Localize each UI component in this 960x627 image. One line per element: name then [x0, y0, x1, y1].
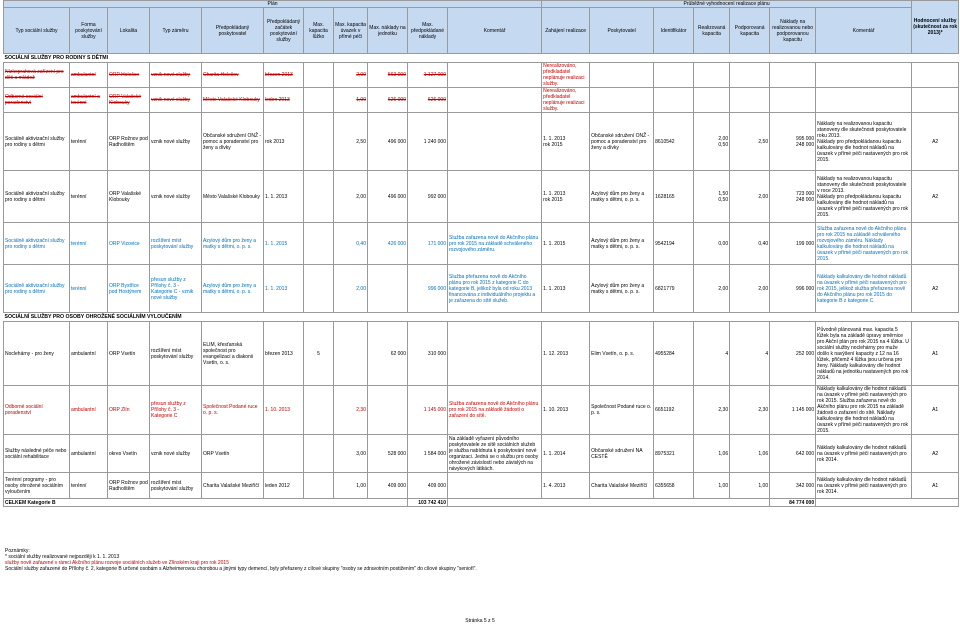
note-line: služby nově zařazené v rámci Akčního plánu rozvoje sociálních služeb ve Zlínském kraji pro rok 2015: [5, 560, 229, 566]
table-row: [4, 265, 959, 313]
table-cell: 563 000: [368, 63, 408, 88]
table-cell: Původně plánovaná max. kapacita 5 lůžek byla na základě úpravy směrnice pro Akční plán pro rok 2015 na 4 lůžka. U sociální služby noclehárny pro muže došlo k navýšení kapacity z 12 na 16 lůžek, přičemž 4 lůžka jsou určena pro ženy. Náklady kalkulovány dle hodnot nákladů na jednotku nastavených pro rok 2014.: [816, 322, 912, 386]
table-cell: [770, 88, 816, 113]
table-cell: [304, 435, 334, 473]
table-cell: [694, 63, 730, 88]
table-cell: 0,40: [334, 223, 368, 265]
column-header: Zahájení realizace: [542, 8, 590, 54]
column-header: Max. kapacita lůžko: [304, 8, 334, 54]
table-cell: ambulantní a terénní: [70, 88, 108, 113]
table-cell: [590, 88, 654, 113]
table-cell: [694, 88, 730, 113]
table-cell: Odborné sociální poradenství: [4, 386, 70, 435]
table-cell: 1 127 000: [408, 63, 448, 88]
table-cell: Nerealizováno, předkladatel neplánuje realizaci služby.: [542, 63, 590, 88]
table-cell: [654, 88, 694, 113]
table-cell: A2: [912, 265, 959, 313]
table-cell: 1. 1. 2013: [264, 171, 304, 223]
table-cell: březen 2013: [264, 322, 304, 386]
column-header: Komentář: [816, 8, 912, 54]
table-cell: [264, 435, 304, 473]
table-cell: Azylový dům pro ženy a matky s dětmi, o. p. s.: [590, 265, 654, 313]
header-rating: Hodnocení služby (skutečnost za rok 2013)*: [912, 1, 959, 54]
page-footer: Stránka 5 z 5: [465, 618, 495, 624]
table-cell: 1 145 000: [408, 386, 448, 435]
total-label: CELKEM Kategorie B: [4, 499, 408, 507]
column-header: Realizovaná kapacita: [694, 8, 730, 54]
table-cell: 2,00: [694, 265, 730, 313]
column-header: Forma poskytování služby: [70, 8, 108, 54]
table-cell: 1628165: [654, 171, 694, 223]
table-cell: 1. 1. 2013 rok 2015: [542, 113, 590, 171]
table-cell: terénní: [70, 265, 108, 313]
table-cell: Občanské sdružení ONŽ - pomoc a poradenství pro ženy a dívky: [202, 113, 264, 171]
table-cell: přesun služby z Přílohy č. 3 - Kategorie C: [150, 386, 202, 435]
table-cell: 996 000: [408, 265, 448, 313]
table-cell: [912, 223, 959, 265]
table-cell: [448, 113, 542, 171]
table-cell: A2: [912, 113, 959, 171]
table-cell: terénní: [70, 473, 108, 499]
table-cell: ELIM, křesťanská společnost pro evangelizaci a diakonii Vsetín, o. s.: [202, 322, 264, 386]
table-cell: Charita Valašské Meziříčí: [590, 473, 654, 499]
document: [3, 0, 958, 507]
table-row: [4, 223, 959, 265]
table-cell: okres Vsetín: [108, 435, 150, 473]
table-cell: [304, 265, 334, 313]
table-cell: Náklady kalkulovány dle hodnot nákladů na úvazek v přímé péči nastavených pro rok 2014.: [816, 435, 912, 473]
table-row: [4, 473, 959, 499]
table-cell: 8975321: [654, 435, 694, 473]
table-cell: rozšíření míst poskytování služby: [150, 223, 202, 265]
table-cell: ambulantní: [70, 322, 108, 386]
table-cell: ORP Rožnov pod Radhoštěm: [108, 473, 150, 499]
table-cell: [334, 322, 368, 386]
table-cell: 992 000: [408, 171, 448, 223]
table-cell: přesun služby z Přílohy č. 3 - Kategorie C - vznik nové služby: [150, 265, 202, 313]
total-gap: [816, 499, 959, 507]
table-cell: 409 000: [408, 473, 448, 499]
table-cell: 1,00: [730, 473, 770, 499]
table-cell: Město Valašské Klobouky: [202, 88, 264, 113]
notes: [5, 548, 945, 572]
plan-group-header: Plán: [4, 1, 542, 8]
table-cell: terénní: [70, 223, 108, 265]
table-cell: ambulantní: [70, 386, 108, 435]
table-cell: 1. 1. 2013 rok 2015: [542, 171, 590, 223]
table-cell: Azylový dům pro ženy a matky s dětmi, o. p. s.: [590, 223, 654, 265]
table-cell: 4: [730, 322, 770, 386]
table-cell: Nízkoprahová zařízení pro děti a mládež: [4, 63, 70, 88]
table-cell: 2,00: [334, 265, 368, 313]
table-cell: 642 000: [770, 435, 816, 473]
table-cell: A2: [912, 171, 959, 223]
table-cell: [368, 265, 408, 313]
table-cell: 1 584 000: [408, 435, 448, 473]
column-header-row: [4, 8, 959, 54]
table-cell: 1,00: [334, 473, 368, 499]
table-cell: 1,06: [730, 435, 770, 473]
table-cell: Sociálně aktivizační služby pro rodiny s dětmi: [4, 171, 70, 223]
table-cell: [654, 63, 694, 88]
section-header-row: [4, 313, 959, 322]
table-cell: Služba zařazena nově do Akčního plánu pro rok 2015 na základě žádosti o zařazení do sítě.: [448, 386, 542, 435]
table-cell: 5: [304, 322, 334, 386]
column-header: Identifikátor: [654, 8, 694, 54]
table-cell: 496 000: [368, 113, 408, 171]
table-cell: Společnost Podané ruce o. p. s.: [590, 386, 654, 435]
note-line: * sociální služby realizované nejpozději k 1. 1. 2013: [5, 554, 120, 560]
table-cell: A1: [912, 473, 959, 499]
table-cell: rozšíření míst poskytování služby: [150, 473, 202, 499]
table-cell: Terénní programy - pro osoby ohrožené sociálním vyloučením: [4, 473, 70, 499]
table-cell: 4955284: [654, 322, 694, 386]
table-cell: Sociálně aktivizační služby pro rodiny s dětmi: [4, 223, 70, 265]
section-header-row: [4, 54, 959, 63]
column-header: Podporovaná kapacita: [730, 8, 770, 54]
table-cell: [730, 88, 770, 113]
table-cell: 1. 1. 2013: [542, 265, 590, 313]
header-group-row: [4, 1, 959, 8]
table-cell: [770, 63, 816, 88]
table-cell: [448, 88, 542, 113]
section-title: SOCIÁLNÍ SLUŽBY PRO RODINY S DĚTMI: [4, 54, 959, 63]
table-cell: terénní: [70, 113, 108, 171]
table-cell: 2,50: [334, 113, 368, 171]
table-cell: 62 000: [368, 322, 408, 386]
table-cell: 626 000: [408, 88, 448, 113]
total-real-value: 84 774 000: [770, 499, 816, 507]
table-cell: Služby následné péče nebo sociální rehabilitace: [4, 435, 70, 473]
table-cell: ORP Vsetín: [108, 322, 150, 386]
table-cell: Náklady kalkulovány dle hodnot nákladů na úvazek v přímé péči nastavených pro rok 2015. Služba zařazena nově do Akčního plánu pro rok 2015 na základě žádosti o zařazení do sítě. Náklady kalkulovány dle hodnot nákladů na úvazek v přímé péči nastavených pro rok 2015.: [816, 386, 912, 435]
table-cell: 426 000: [368, 223, 408, 265]
table-cell: Občanské sdružení NA CESTĚ: [590, 435, 654, 473]
table-cell: Sociálně aktivizační služby pro rodiny s dětmi: [4, 113, 70, 171]
table-cell: 2,50: [730, 113, 770, 171]
table-cell: [448, 171, 542, 223]
table-row: [4, 113, 959, 171]
table-cell: [368, 386, 408, 435]
column-header: Komentář: [448, 8, 542, 54]
table-cell: 1. 12. 2013: [542, 322, 590, 386]
column-header: Typ záměru: [150, 8, 202, 54]
column-header: Předpokládaný poskytovatel: [202, 8, 264, 54]
table-cell: vznik nové služby: [150, 435, 202, 473]
table-cell: Společnost Podané ruce o. p. s.: [202, 386, 264, 435]
table-cell: 6651192: [654, 386, 694, 435]
table-cell: 1. 1. 2015: [264, 223, 304, 265]
table-cell: Služba zařazena nově do Akčního plánu pro rok 2015 na základě schváleného rozvojového záměru.: [448, 223, 542, 265]
table-cell: rok 2013: [264, 113, 304, 171]
table-cell: [304, 386, 334, 435]
table-cell: 1 240 000: [408, 113, 448, 171]
table-cell: vznik nové služby: [150, 63, 202, 88]
table-cell: 4: [694, 322, 730, 386]
table-cell: [304, 473, 334, 499]
table-cell: 1. 1. 2013: [264, 265, 304, 313]
table-cell: ORP Valašské Klobouky: [108, 88, 150, 113]
table-cell: Noclehárny - pro ženy: [4, 322, 70, 386]
table-cell: [816, 88, 912, 113]
table-cell: 1. 10. 2013: [542, 386, 590, 435]
table-cell: ORP Bystřice pod Hostýnem: [108, 265, 150, 313]
table-cell: 6355658: [654, 473, 694, 499]
table-cell: A2: [912, 435, 959, 473]
table-cell: 1,06: [694, 435, 730, 473]
table-cell: [304, 113, 334, 171]
column-header: Předpokládaný začátek poskytování služby: [264, 8, 304, 54]
column-header: Max. kapacita úvazek v přímé péči: [334, 8, 368, 54]
table-cell: 252 000: [770, 322, 816, 386]
table-cell: 1. 4. 2013: [542, 473, 590, 499]
table-cell: 1 145 000: [770, 386, 816, 435]
table-cell: 3,00: [334, 435, 368, 473]
table-cell: [912, 88, 959, 113]
table-cell: 310 000: [408, 322, 448, 386]
total-gap: [448, 499, 770, 507]
table-cell: vznik nové služby: [150, 171, 202, 223]
total-plan-value: 103 742 410: [408, 499, 448, 507]
table-cell: [304, 171, 334, 223]
table-row: [4, 435, 959, 473]
table-cell: 1. 1. 2014: [542, 435, 590, 473]
table-cell: 2,00: [730, 171, 770, 223]
table-cell: 0,00: [694, 223, 730, 265]
table-cell: A1: [912, 322, 959, 386]
table-cell: 1,00: [334, 88, 368, 113]
table-cell: Azylový dům pro ženy a matky s dětmi, o. p. s.: [590, 171, 654, 223]
table-cell: 995 000 248 000: [770, 113, 816, 171]
table-cell: ORP Zlín: [108, 386, 150, 435]
table-cell: 1,00: [694, 473, 730, 499]
table-cell: Nerealizováno, předkladatel neplánuje realizaci služby.: [542, 88, 590, 113]
table-cell: vznik nové služby: [150, 88, 202, 113]
table-cell: terénní: [70, 171, 108, 223]
column-header: Max. náklady na jednotku: [368, 8, 408, 54]
table-cell: Náklady kalkulovány dle hodnot nákladů na úvazek v přímé péči nastavených pro rok 2015, jelikož služba přeřazena nově do Akčního plánu pro rok 2015 do kategorie B z kategorie C.: [816, 265, 912, 313]
table-cell: 723 000 248 000: [770, 171, 816, 223]
total-row: [4, 499, 959, 507]
table-cell: Azylový dům pro ženy a matky s dětmi, o. p. s.: [202, 265, 264, 313]
table-cell: 2,00: [334, 63, 368, 88]
table-cell: Charita Valašské Meziříčí: [202, 473, 264, 499]
table-cell: 9542194: [654, 223, 694, 265]
table-cell: Náklady na realizovanou kapacitu stanoveny dle skutečnosti poskytovatele v roce 2013. Náklady pro předpokládanou kapacitu kalkulovány dle hodnot nákladů na úvazek v přímé péči nastavených pro rok 2015.: [816, 171, 912, 223]
table-cell: ambulantní: [70, 63, 108, 88]
table-cell: ambulantní: [70, 435, 108, 473]
table-cell: 342 000: [770, 473, 816, 499]
table-row: [4, 171, 959, 223]
table-cell: Azylový dům pro ženy a matky s dětmi, o. p. s.: [202, 223, 264, 265]
table-row: [4, 63, 959, 88]
table-cell: Město Valašské Klobouky: [202, 171, 264, 223]
table-cell: Sociálně aktivizační služby pro rodiny s dětmi: [4, 265, 70, 313]
table-cell: rozšíření míst poskytování služby: [150, 322, 202, 386]
column-header: Typ sociální služby: [4, 8, 70, 54]
table-cell: 496 000: [368, 171, 408, 223]
table-cell: ORP Vizovice: [108, 223, 150, 265]
table-cell: 1,50 0,50: [694, 171, 730, 223]
table-row: [4, 322, 959, 386]
table-cell: 6821779: [654, 265, 694, 313]
table-cell: 2,30: [694, 386, 730, 435]
table-cell: Náklady na realizovanou kapacitu stanoveny dle skutečnosti poskytovatele roku 2013. Náklady pro předpokládanou kapacitu kalkulovány dle hodnot nákladů na úvazek v přímé péči nastavených pro rok 2015.: [816, 113, 912, 171]
table-cell: Občanské sdružení ONŽ - pomoc a poradenství pro ženy a dívky: [590, 113, 654, 171]
table-cell: ORP Valašské Klobouky: [108, 171, 150, 223]
table-cell: [590, 63, 654, 88]
table-cell: 2,00: [334, 171, 368, 223]
table-cell: Služba zařazena nově do Akčního plánu pro rok 2015 na základě schváleného rozvojového záměru. Náklady kalkulovány dle hodnot nákladů na úvazek v přímé péči nastavených pro rok 2015.: [816, 223, 912, 265]
table-cell: 2,00 0,50: [694, 113, 730, 171]
column-header: Max. předpokládané náklady: [408, 8, 448, 54]
table-cell: 171 000: [408, 223, 448, 265]
table-row: [4, 386, 959, 435]
table-cell: ORP Vsetín: [202, 435, 264, 473]
table-cell: [304, 223, 334, 265]
table-cell: Charita Holešov: [202, 63, 264, 88]
table-cell: vznik nové služby: [150, 113, 202, 171]
table-cell: 199 000: [770, 223, 816, 265]
table-row: [4, 88, 959, 113]
note-line: Poznámky:: [5, 548, 30, 554]
section-title: SOCIÁLNÍ SLUŽBY PRO OSOBY OHROŽENÉ SOCIÁLNÍM VYLOUČENÍM: [4, 313, 959, 322]
table-cell: 528 000: [368, 435, 408, 473]
table-cell: 1. 1. 2015: [542, 223, 590, 265]
table-cell: [304, 63, 334, 88]
table-cell: leden 2012: [264, 473, 304, 499]
column-header: Náklady na realizovanou nebo podporovanou kapacitu: [770, 8, 816, 54]
plan-table: [3, 0, 959, 507]
table-cell: 1. 10. 2013: [264, 386, 304, 435]
table-cell: 2,30: [334, 386, 368, 435]
table-cell: 0,40: [730, 223, 770, 265]
table-body: [4, 54, 959, 507]
table-cell: [730, 63, 770, 88]
progress-group-header: Průběžné vyhodnocení realizace plánu: [542, 1, 912, 8]
table-cell: Služba přeřazena nově do Akčního plánu pro rok 2015 z kategorie C do kategorie B, jelikož byla od roku 2013 financována z individuálního projektu a je zařazena do sítě služeb.: [448, 265, 542, 313]
table-cell: březen 2013: [264, 63, 304, 88]
table-cell: [448, 473, 542, 499]
table-cell: 8610542: [654, 113, 694, 171]
column-header: Lokalita: [108, 8, 150, 54]
table-cell: [448, 322, 542, 386]
table-cell: Na základě vyřazení původního poskytovatele ze sítě sociálních služeb je služba nabídnuta k poskytování nové organizaci. Jedná se o službu pro osoby ohrožené závislostí nebo závislých na návykových látkách.: [448, 435, 542, 473]
column-header: Poskytovatel: [590, 8, 654, 54]
table-cell: 2,00: [730, 265, 770, 313]
table-cell: [912, 63, 959, 88]
table-cell: A1: [912, 386, 959, 435]
table-cell: ORP Holešov: [108, 63, 150, 88]
table-cell: [816, 63, 912, 88]
table-cell: [448, 63, 542, 88]
table-cell: Náklady kalkulovány dle hodnot nákladů na úvazek v přímé péči nastavených pro rok 2014.: [816, 473, 912, 499]
note-line: Sociální služby zařazené do Přílohy č. 2, kategorie B určené osobám s Alzheimerovou chorobou a jinými typy demencí, byly přeřazeny z cílové skupiny "osoby se zdravotním postižením" do cílové skupiny "senioři".: [5, 566, 477, 572]
table-cell: Elim Vsetín, o. p. s.: [590, 322, 654, 386]
table-cell: 409 000: [368, 473, 408, 499]
table-cell: [304, 88, 334, 113]
table-cell: Odborné sociální poradenství: [4, 88, 70, 113]
table-cell: 2,30: [730, 386, 770, 435]
table-cell: 626 000: [368, 88, 408, 113]
table-cell: ORP Rožnov pod Radhoštěm: [108, 113, 150, 171]
table-cell: leden 2013: [264, 88, 304, 113]
table-cell: 996 000: [770, 265, 816, 313]
